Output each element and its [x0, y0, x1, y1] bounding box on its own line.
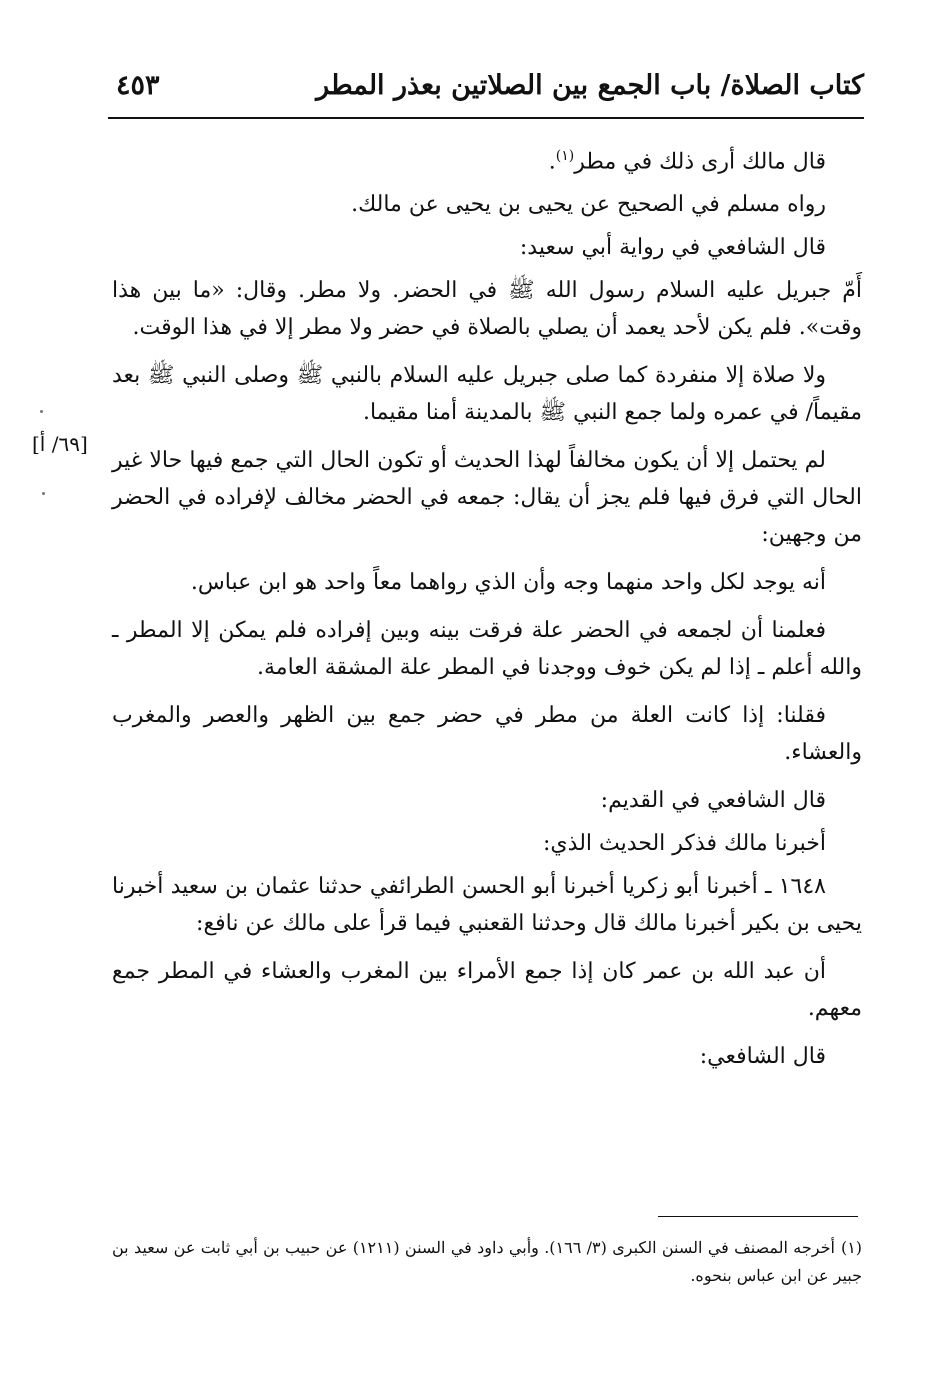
footnote	[112, 1234, 862, 1290]
scan-speck	[42, 492, 45, 495]
page-number: ٤٥٣	[116, 70, 160, 101]
paragraph: أنه يوجد لكل واحد منهما وجه وأن الذي رواهما معاً واحد هو ابن عباس.	[190, 570, 826, 596]
paragraph: أن عبد الله بن عمر كان إذا جمع الأمراء بين المغرب والعشاء في المطر جمع معهم.	[112, 959, 862, 1022]
paragraph: رواه مسلم في الصحيح عن يحيى بن يحيى عن مالك.	[351, 192, 826, 218]
paragraph: أخبرنا مالك فذكر الحديث الذي:	[543, 831, 826, 857]
paragraph: ولا صلاة إلا منفردة كما صلى جبريل عليه السلام بالنبي ﷺ وصلى النبي ﷺ بعد مقيماً/ في عمره ولما جمع النبي ﷺ بالمدينة أمنا مقيما.	[112, 363, 862, 426]
scan-speck	[40, 410, 43, 413]
paragraph: قال مالك أرى ذلك في مطر$^{(١)}$.	[548, 148, 826, 175]
header-divider	[108, 117, 864, 119]
paragraph: فعلمنا أن لجمعه في الحضر علة فرقت بينه وبين إفراده فلم يمكن إلا المطر ـ والله أعلم ـ إذا لم يكن خوف ووجدنا في المطر علة المشقة العامة.	[112, 618, 862, 681]
chapter-title: كتاب الصلاة/ باب الجمع بين الصلاتين بعذر المطر	[316, 70, 864, 101]
footnote-text: أخرجه المصنف في السنن الكبرى (٣/ ١٦٦). وأبي داود في السنن (١٢١١) عن حبيب بن أبي ثابت عن سعيد بن جبير عن ابن عباس بنحوه.	[112, 1238, 862, 1285]
paragraph: لم يحتمل إلا أن يكون مخالفاً لهذا الحديث أو تكون الحال التي جمع فيها حالا غير الحال التي فرق فيها فلم يجز أن يقال: جمعه في الحضر مخالف لإفراده في الحضر من وجهين:	[112, 448, 862, 548]
paragraph: قال الشافعي في رواية أبي سعيد:	[519, 235, 826, 261]
paragraph: فقلنا: إذا كانت العلة من مطر في حضر جمع بين الظهر والعصر والمغرب والعشاء.	[112, 703, 862, 766]
running-header	[108, 62, 864, 114]
paragraph: قال الشافعي في القديم:	[600, 788, 826, 814]
footnote-number: (١)	[840, 1238, 863, 1257]
paragraph: ١٦٤٨ ـ أخبرنا أبو زكريا أخبرنا أبو الحسن الطرائفي حدثنا عثمان بن سعيد أخبرنا يحيى بن بكير أخبرنا مالك قال وحدثنا القعنبي فيما قرأ على مالك عن نافع:	[112, 874, 862, 937]
footnote-entry	[112, 1234, 862, 1290]
footnote-ref[interactable]: (١)	[555, 148, 575, 164]
paragraph: أَمّ جبريل عليه السلام رسول الله ﷺ في الحضر. ولا مطر. وقال: «ما بين هذا وقت». فلم يكن لأحد يعمد أن يصلي بالصلاة في حضر ولا مطر إلا في هذا الوقت.	[112, 278, 862, 341]
main-text	[112, 138, 862, 1086]
footnote-divider	[658, 1216, 858, 1217]
paragraph: قال الشافعي:	[699, 1044, 826, 1070]
manuscript-folio-marker: [٦٩/ أ]	[32, 432, 88, 456]
